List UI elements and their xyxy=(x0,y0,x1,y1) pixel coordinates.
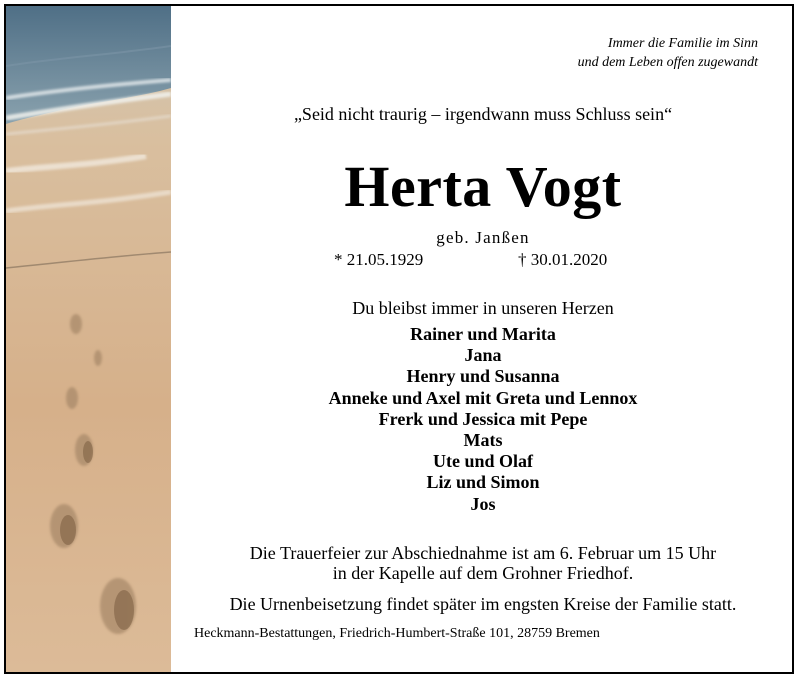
beach-footprints-image xyxy=(6,6,171,672)
mourner-line: Mats xyxy=(463,430,503,451)
deceased-name: Herta Vogt xyxy=(344,154,622,219)
birth-date: * 21.05.1929 xyxy=(334,250,424,269)
notice-content xyxy=(174,6,792,672)
birth-name: geb. Janßen xyxy=(436,228,530,247)
mourner-line: Anneke und Axel mit Greta und Lennox xyxy=(328,387,638,408)
obituary-notice xyxy=(4,4,794,674)
mourner-line: Liz und Simon xyxy=(426,472,540,493)
death-date: † 30.01.2020 xyxy=(518,250,608,269)
mourner-line: Ute und Olaf xyxy=(432,451,533,472)
remembrance-line: Du bleibst immer in unseren Herzen xyxy=(352,298,614,318)
mourner-line: Rainer und Marita xyxy=(410,324,556,344)
urn-burial-info: Die Urnenbeisetzung findet später im engsten Kreise der Familie statt. xyxy=(229,594,737,614)
motto xyxy=(578,34,758,72)
mourner-line: Jana xyxy=(464,345,502,366)
beach-footprints-photo xyxy=(6,6,171,672)
motto-line-1: Immer die Familie im Sinn xyxy=(607,36,758,51)
quote: „Seid nicht traurig – irgendwann muss Schluss sein“ xyxy=(293,104,673,124)
ceremony-line-2: in der Kapelle auf dem Grohner Friedhof. xyxy=(332,563,634,583)
motto-line-2: und dem Leben offen zugewandt xyxy=(577,55,758,70)
mourner-line: Frerk und Jessica mit Pepe xyxy=(378,408,588,429)
mourner-line: Henry und Susanna xyxy=(406,366,560,387)
ceremony-line-1: Die Trauerfeier zur Abschiednahme ist am 6. Februar um 15 Uhr xyxy=(249,543,717,563)
mourners-list xyxy=(174,324,792,515)
funeral-service-info xyxy=(174,543,792,583)
mourner-line: Jos xyxy=(470,493,496,514)
funeral-home-address: Heckmann-Bestattungen, Friedrich-Humbert-Straße 101, 28759 Bremen xyxy=(194,626,600,641)
